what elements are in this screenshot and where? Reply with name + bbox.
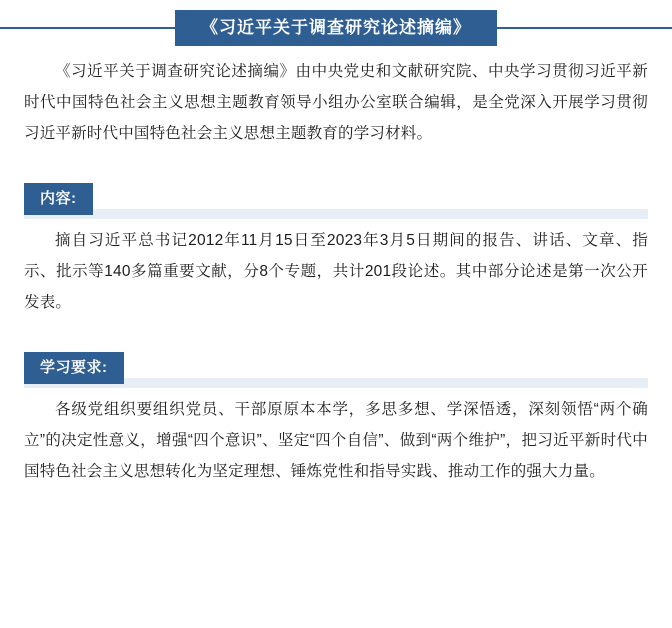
page-title: 《习近平关于调查研究论述摘编》 bbox=[175, 10, 497, 46]
section-content-text: 摘自习近平总书记2012年11月15日至2023年3月5日期间的报告、讲话、文章、指示、批示等140多篇重要文献，分8个专题，共计201段论述。其中部分论述是第一次公开发表。 bbox=[24, 232, 648, 311]
section-header-band bbox=[24, 209, 648, 219]
section-content-label: 内容: bbox=[24, 183, 93, 215]
section-study-text: 各级党组织要组织党员、干部原原本本学，多思多想、学深悟透，深刻领悟“两个确立”的决定性意义，增强“四个意识”、坚定“四个自信”、做到“两个维护”，把习近平新时代中国特色社会主义思想转化为坚定理想、锤炼党性和指导实践、推动工作的强大力量。 bbox=[24, 401, 648, 480]
section-study-requirements bbox=[24, 352, 648, 487]
document-body bbox=[0, 56, 672, 487]
title-banner-area bbox=[0, 0, 672, 56]
intro-paragraph: 《习近平关于调查研究论述摘编》由中央党史和文献研究院、中央学习贯彻习近平新时代中国特色社会主义思想主题教育领导小组办公室联合编辑，是全党深入开展学习贯彻习近平新时代中国特色社会主义思想主题教育的学习材料。 bbox=[24, 63, 648, 142]
section-content bbox=[24, 183, 648, 318]
section-study-header bbox=[24, 352, 648, 394]
section-content-header bbox=[24, 183, 648, 225]
section-study-label: 学习要求: bbox=[24, 352, 124, 384]
